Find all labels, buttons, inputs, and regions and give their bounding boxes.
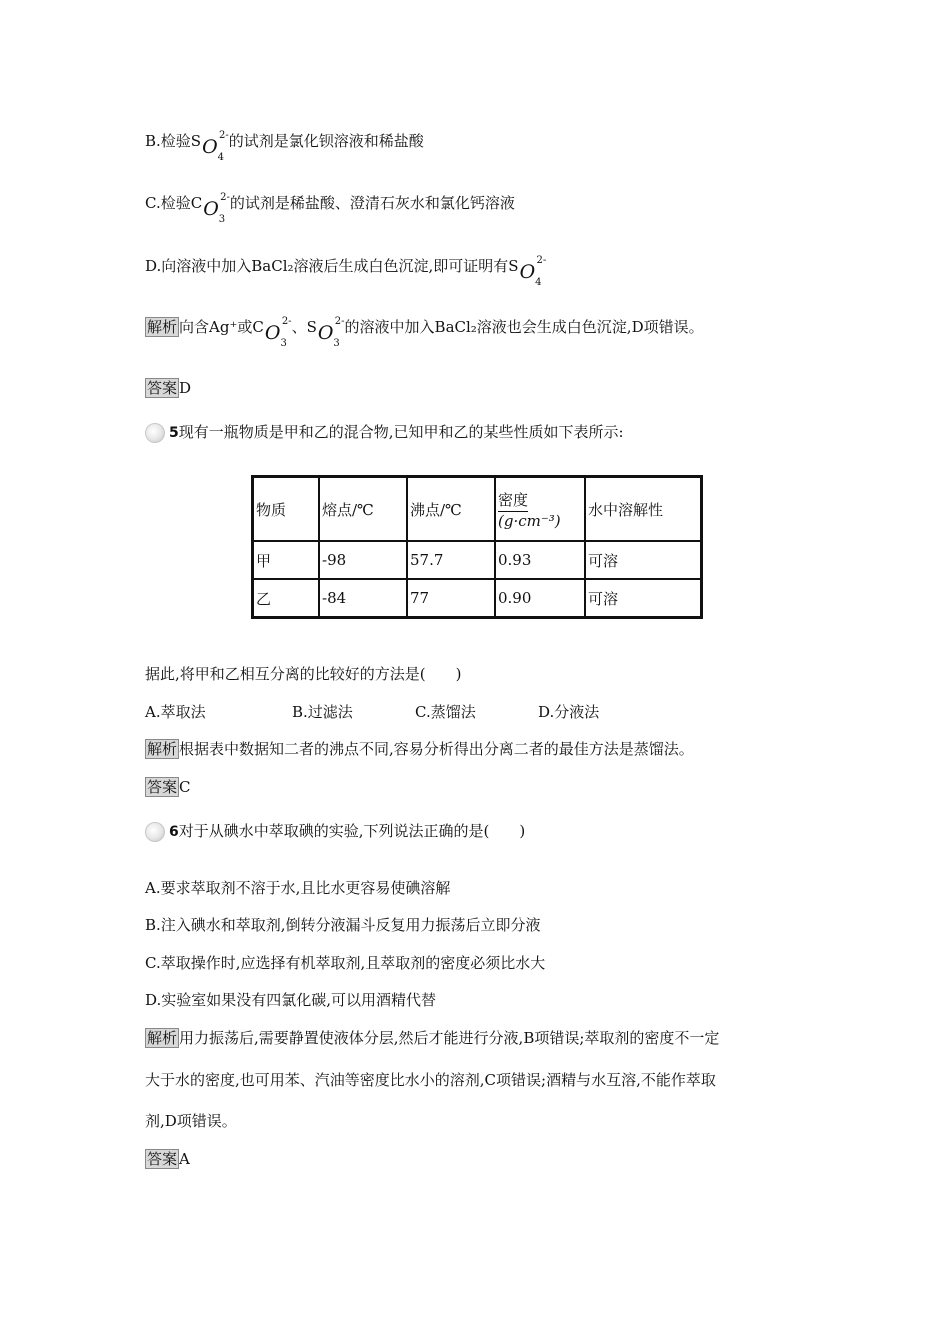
option-c-prefix: C.检验C (145, 194, 203, 212)
table-row (253, 579, 702, 618)
formula-sub: 3 (218, 214, 226, 225)
analysis-6-line-3: 剂,D项错误。 (145, 1112, 237, 1130)
formula-sub: 4 (535, 277, 542, 288)
formula-sub: 4 (217, 152, 225, 163)
option-a: A.萃取法 (145, 703, 206, 721)
header-melting-point: 熔点/℃ (319, 477, 407, 542)
analysis-5-text: 根据表中数据知二者的沸点不同,容易分析得出分离二者的最佳方法是蒸馏法。 (179, 740, 694, 758)
header-substance: 物质 (253, 477, 320, 542)
sulfate-formula (519, 255, 547, 288)
answer-5-value: C (179, 778, 191, 796)
formula-o: O (519, 261, 536, 283)
formula-sup: 2- (220, 192, 230, 203)
answer-4-value: D (179, 379, 192, 397)
option-b: B.注入碘水和萃取剂,倒转分液漏斗反复用力振荡后立即分液 (145, 916, 541, 934)
option-b-suffix: 的试剂是氯化钡溶液和稀盐酸 (228, 132, 424, 150)
option-d-line (145, 255, 547, 288)
analysis-6-line-2: 大于水的密度,也可用苯、汽油等密度比水小的溶剂,C项错误;酒精与水互溶,不能作萃取 (145, 1071, 716, 1089)
analysis-label: 解析 (147, 740, 178, 758)
properties-table (251, 475, 703, 619)
table-header-row (253, 477, 702, 542)
analysis-label: 解析 (147, 318, 178, 336)
analysis-label: 解析 (147, 1029, 178, 1047)
table-cell: 0.93 (495, 541, 585, 579)
table-cell: -84 (319, 579, 407, 618)
header-boiling-point: 沸点/℃ (407, 477, 495, 542)
question-5-options (145, 702, 599, 722)
answer-label: 答案 (147, 1150, 178, 1168)
option-b-line (145, 130, 424, 163)
question-5-prompt: 据此,将甲和乙相互分离的比较好的方法是( ) (145, 665, 462, 683)
formula-sub: 3 (280, 338, 287, 349)
carbonate-formula (202, 192, 230, 225)
option-c-line (145, 192, 515, 225)
density-unit: (g·cm⁻³) (498, 511, 561, 530)
analysis-5-line (145, 739, 694, 759)
option-d: D.实验室如果没有四氯化碳,可以用酒精代替 (145, 991, 437, 1009)
answer-label: 答案 (147, 778, 178, 796)
question-6-stem: 对于从碘水中萃取碘的实验,下列说法正确的是( ) (178, 822, 526, 840)
option-d: D.分液法 (538, 703, 600, 721)
analysis-4-prefix: 向含Ag⁺或C (179, 318, 264, 336)
option-c: C.萃取操作时,应选择有机萃取剂,且萃取剂的密度必须比水大 (145, 954, 546, 972)
option-d-text: D.向溶液中加入BaCl₂溶液后生成白色沉淀,即可证明有S (145, 257, 519, 275)
formula-o: O (264, 322, 281, 344)
option-c: C.蒸馏法 (415, 703, 476, 721)
table-cell: 77 (407, 579, 495, 618)
answer-4-line (145, 378, 191, 398)
formula-sup: 2- (334, 316, 345, 327)
sulfate-formula (201, 130, 229, 163)
question-5-stem-line (145, 422, 624, 443)
answer-6-value: A (179, 1150, 190, 1168)
question-number: 6 (169, 824, 179, 840)
formula-o: O (203, 198, 219, 220)
formula-o: O (317, 322, 334, 344)
table-cell: 0.90 (495, 579, 585, 618)
question-5-stem: 现有一瓶物质是甲和乙的混合物,已知甲和乙的某些性质如下表所示: (178, 423, 624, 441)
formula-sub: 3 (333, 338, 340, 349)
analysis-4-line (145, 316, 704, 349)
carbonate-formula (264, 316, 292, 349)
formula-sup: 2- (219, 130, 229, 141)
answer-5-line (145, 777, 191, 797)
question-6-stem-line (145, 821, 525, 842)
answer-6-line (145, 1149, 190, 1169)
question-bullet-icon (145, 423, 165, 443)
table-cell: 可溶 (585, 579, 702, 618)
answer-label: 答案 (147, 379, 178, 397)
question-number: 5 (169, 425, 179, 441)
option-a: A.要求萃取剂不溶于水,且比水更容易使碘溶解 (145, 879, 451, 897)
formula-o: O (202, 136, 218, 158)
analysis-4-mid: 、S (291, 318, 317, 336)
table-cell: 乙 (253, 579, 320, 618)
formula-sup: 2- (536, 255, 547, 266)
table-row (253, 541, 702, 579)
analysis-4-suffix: 的溶液中加入BaCl₂溶液也会生成白色沉淀,D项错误。 (344, 318, 704, 336)
sulfite-formula (317, 316, 345, 349)
option-b-prefix: B.检验S (145, 132, 202, 150)
table-cell: -98 (319, 541, 407, 579)
table-cell: 甲 (253, 541, 320, 579)
analysis-6-text-1: 用力振荡后,需要静置使液体分层,然后才能进行分液,B项错误;萃取剂的密度不一定 (179, 1029, 720, 1047)
analysis-6-line-1 (145, 1028, 719, 1048)
option-c-suffix: 的试剂是稀盐酸、澄清石灰水和氯化钙溶液 (229, 194, 515, 212)
question-bullet-icon (145, 822, 165, 842)
header-density (495, 477, 585, 542)
density-label: 密度 (498, 489, 528, 512)
formula-sup: 2- (281, 316, 292, 327)
header-solubility: 水中溶解性 (585, 477, 702, 542)
table-cell: 57.7 (407, 541, 495, 579)
table-cell: 可溶 (585, 541, 702, 579)
option-b: B.过滤法 (292, 703, 353, 721)
